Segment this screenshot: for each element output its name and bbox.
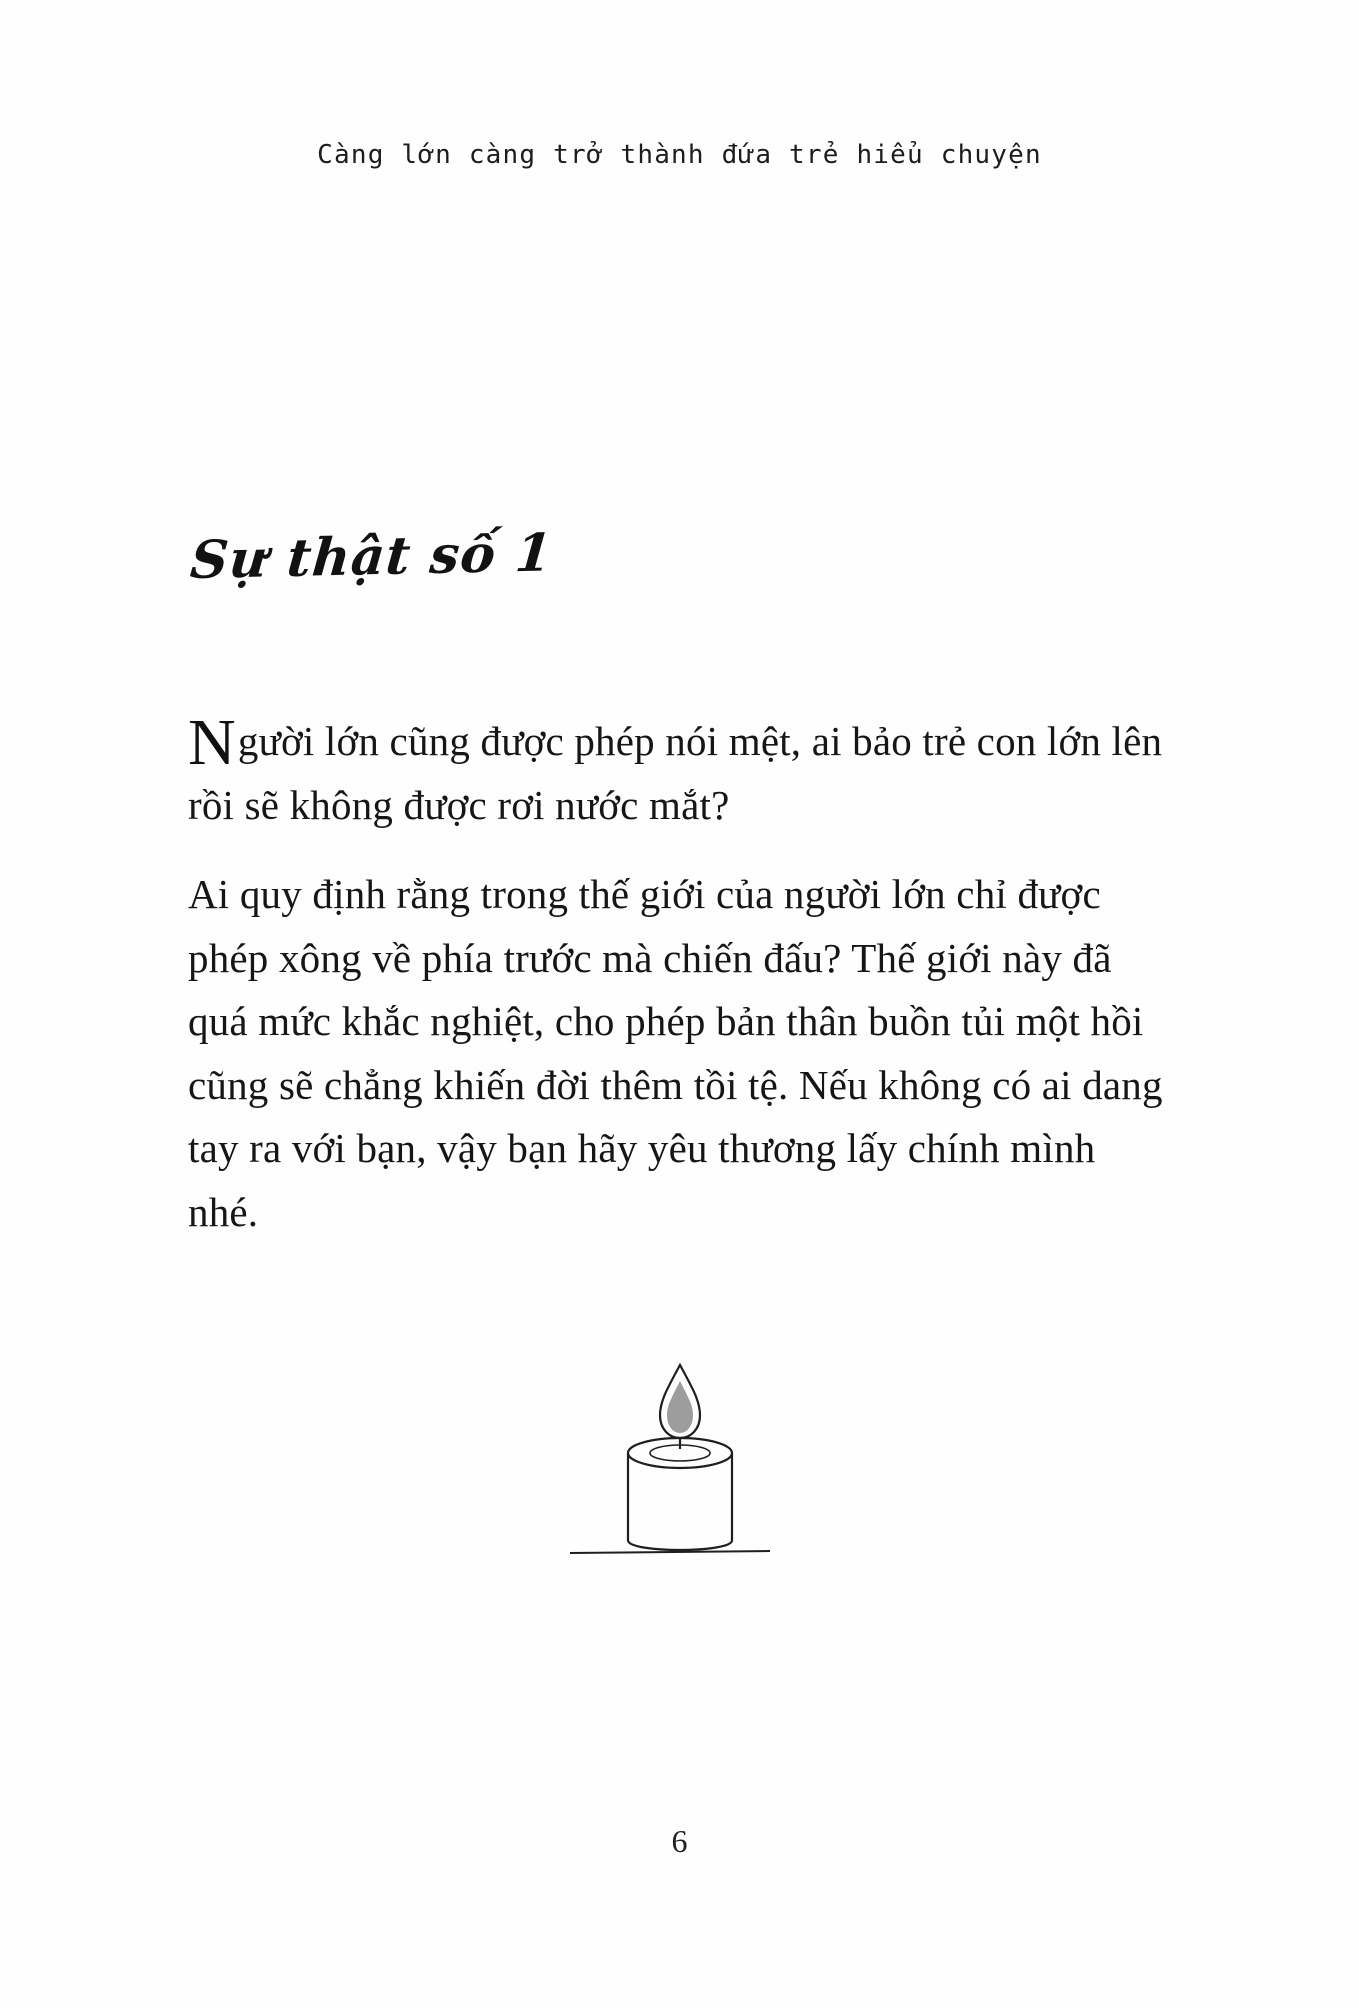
paragraph-text: gười lớn cũng được phép nói mệt, ai bảo trẻ con lớn lên rồi sẽ không được rơi nước mắt? [188,718,1163,828]
drop-cap: N [188,706,236,779]
body-text [188,706,1168,1270]
paragraph [188,706,1168,837]
paragraph-text: Ai quy định rằng trong thế giới của người lớn chỉ được phép xông về phía trước mà chiến đấu? Thế giới này đã quá mức khắc nghiệt, cho phép bản thân buồn tủi một hồi cũng sẽ chẳng khiến đời thêm tồi tệ. Nếu không có ai dang tay ra với bạn, vậy bạn hãy yêu thương lấy chính mình nhé. [188,871,1163,1235]
ornament [0,1345,1359,1575]
page-title: Sự thật số 1 [188,522,556,591]
page-number: 6 [671,1823,688,1859]
paragraph [188,863,1168,1244]
running-head: Càng lớn càng trở thành đứa trẻ hiểu chuyện [317,140,1042,170]
candle-icon [560,1345,800,1575]
